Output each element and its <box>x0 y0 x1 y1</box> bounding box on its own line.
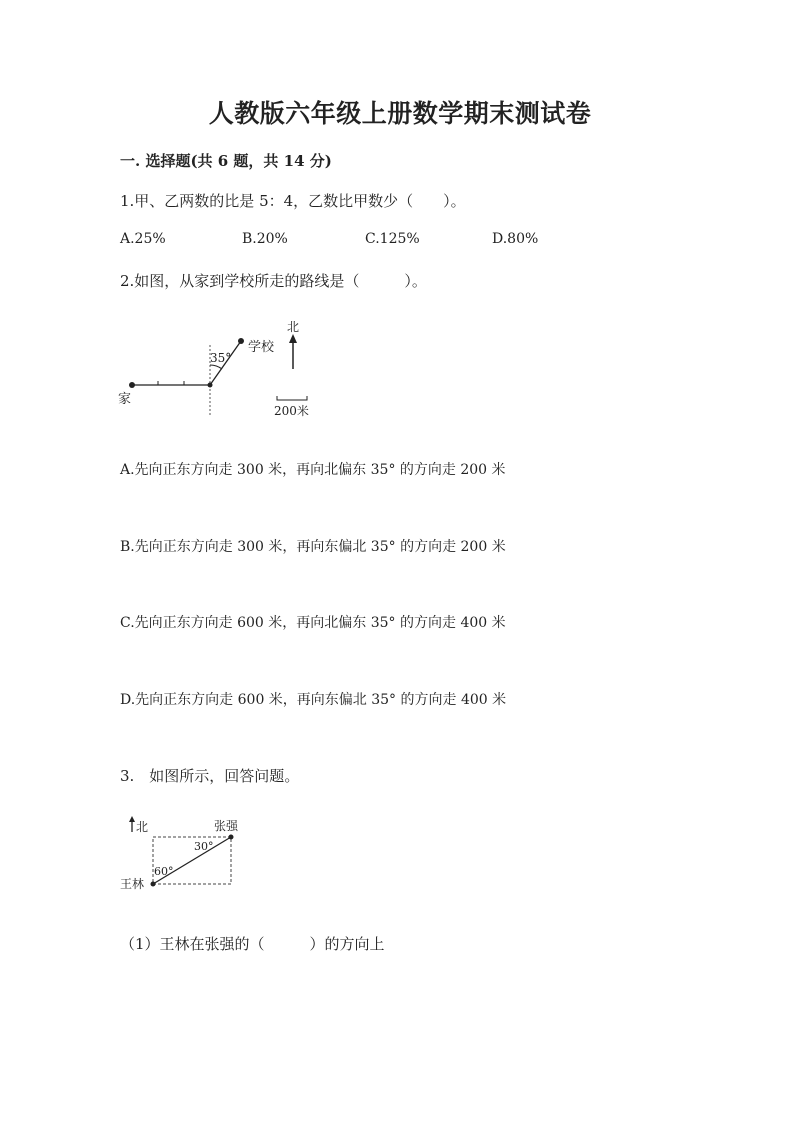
question-3-stem: 3. 如图所示，回答问题。 <box>120 767 300 785</box>
q1-option-c: C.125% <box>365 231 420 247</box>
q2-north-arrowhead-icon <box>289 334 297 343</box>
q3-wang-dot <box>151 882 156 887</box>
q1-option-b: B.20% <box>242 231 288 247</box>
q3-angle-30-label: 30° <box>194 840 214 853</box>
q2-turn-dot <box>208 383 213 388</box>
q3-zhang-label: 张强 <box>214 819 239 833</box>
q2-angle-label: 35° <box>210 351 232 365</box>
question-2-stem: 2.如图，从家到学校所走的路线是（ ）。 <box>120 272 427 290</box>
q3-subquestion-1: （1）王林在张强的（ ）的方向上 <box>120 935 385 953</box>
q3-wang-label: 王林 <box>120 877 145 891</box>
q2-scale-label: 200米 <box>274 404 309 418</box>
page-title: 人教版六年级上册数学期末测试卷 <box>208 99 592 128</box>
q1-option-a: A.25% <box>120 231 166 247</box>
q2-option-c: C.先向正东方向走 600 米，再向北偏东 35° 的方向走 400 米 <box>120 615 506 631</box>
q2-school-dot <box>238 338 244 344</box>
section-heading: 一. 选择题(共 6 题，共 14 分) <box>120 152 332 170</box>
q3-north-label: 北 <box>136 820 149 834</box>
q3-angle-60-label: 60° <box>154 865 174 878</box>
q2-option-b: B.先向正东方向走 300 米，再向东偏北 35° 的方向走 200 米 <box>120 539 506 555</box>
q2-option-d: D.先向正东方向走 600 米，再向东偏北 35° 的方向走 400 米 <box>120 692 507 708</box>
q2-angle-arc <box>210 365 222 369</box>
q2-option-a: A.先向正东方向走 300 米，再向北偏东 35° 的方向走 200 米 <box>120 462 506 478</box>
q2-route-figure <box>110 315 330 425</box>
q3-direction-figure <box>118 812 253 892</box>
q2-home-dot <box>129 382 135 388</box>
q2-school-label: 学校 <box>248 340 275 355</box>
q2-north-label: 北 <box>287 320 300 334</box>
question-1-stem: 1.甲、乙两数的比是 5：4，乙数比甲数少（ ）。 <box>120 192 466 210</box>
q2-home-label: 家 <box>118 392 132 407</box>
q3-north-arrowhead-icon <box>129 816 135 822</box>
q2-scale-bar <box>277 396 307 400</box>
q1-option-d: D.80% <box>492 231 539 247</box>
q3-zhang-dot <box>229 835 234 840</box>
